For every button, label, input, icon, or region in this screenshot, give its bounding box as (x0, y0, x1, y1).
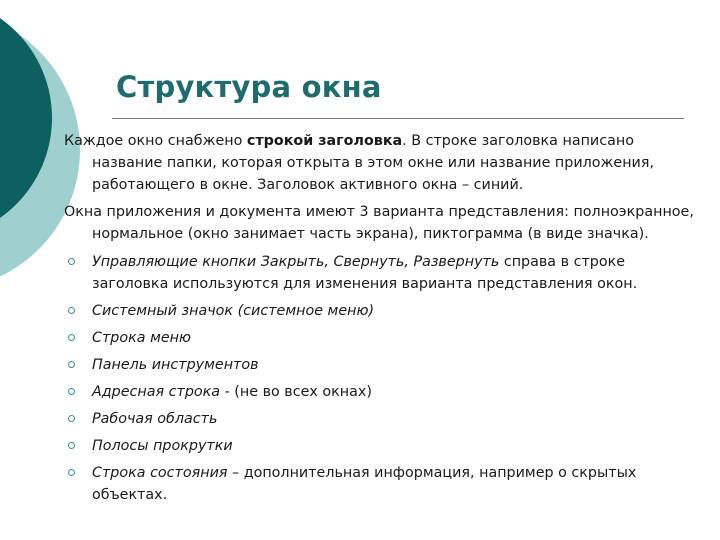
ring-bullet-icon (68, 469, 75, 476)
list-item-term: Полосы прокрутки (92, 438, 233, 454)
ring-bullet-icon (68, 258, 75, 265)
list-item-desc: справа в строке заголовка используются для изменения варианта представления окон. (92, 254, 638, 292)
list-item-desc: - (не во всех окнах) (220, 384, 372, 400)
list-item (62, 354, 702, 376)
ring-bullet-icon (68, 334, 75, 341)
list-item-term: Системный значок (системное меню) (92, 303, 375, 319)
para1-text-before: Каждое окно снабжено (64, 133, 247, 149)
list-item (62, 251, 702, 295)
list-item-term: Панель инструментов (92, 357, 259, 373)
list-item-term: Адресная строка (92, 384, 221, 400)
list-item (62, 435, 702, 457)
list-item (62, 381, 702, 403)
list-item-term: Строка меню (92, 330, 192, 346)
ring-bullet-icon (68, 361, 75, 368)
ring-bullet-icon (68, 388, 75, 395)
slide-body (62, 130, 702, 511)
window-elements-list (62, 251, 702, 506)
ring-bullet-icon (68, 415, 75, 422)
ring-bullet-icon (68, 307, 75, 314)
list-item-term: Управляющие кнопки Закрыть, Свернуть, Развернуть (92, 254, 500, 270)
para1-text-after: . В строке заголовка написано название папки, которая открыта в этом окне или название приложения, работающего в окне. Заголовок активного окна – синий. (92, 133, 654, 193)
para1-bold-term: строкой заголовка (246, 133, 403, 149)
list-item-term: Строка состояния (92, 465, 228, 481)
paragraph-title-bar (62, 130, 702, 196)
list-item (62, 327, 702, 349)
list-item-term: Рабочая область (92, 411, 218, 427)
paragraph-window-views: Окна приложения и документа имеют 3 варианта представления: полноэкранное, нормальное (окно занимает часть экрана), пиктограмма (в виде значка). (64, 204, 694, 242)
slide-title: Структура окна (116, 70, 382, 104)
list-item (62, 408, 702, 430)
title-divider (112, 118, 684, 119)
list-item (62, 462, 702, 506)
list-item-desc: – дополнительная информация, например о скрытых объектах. (92, 465, 637, 503)
ring-bullet-icon (68, 442, 75, 449)
list-item (62, 300, 702, 322)
